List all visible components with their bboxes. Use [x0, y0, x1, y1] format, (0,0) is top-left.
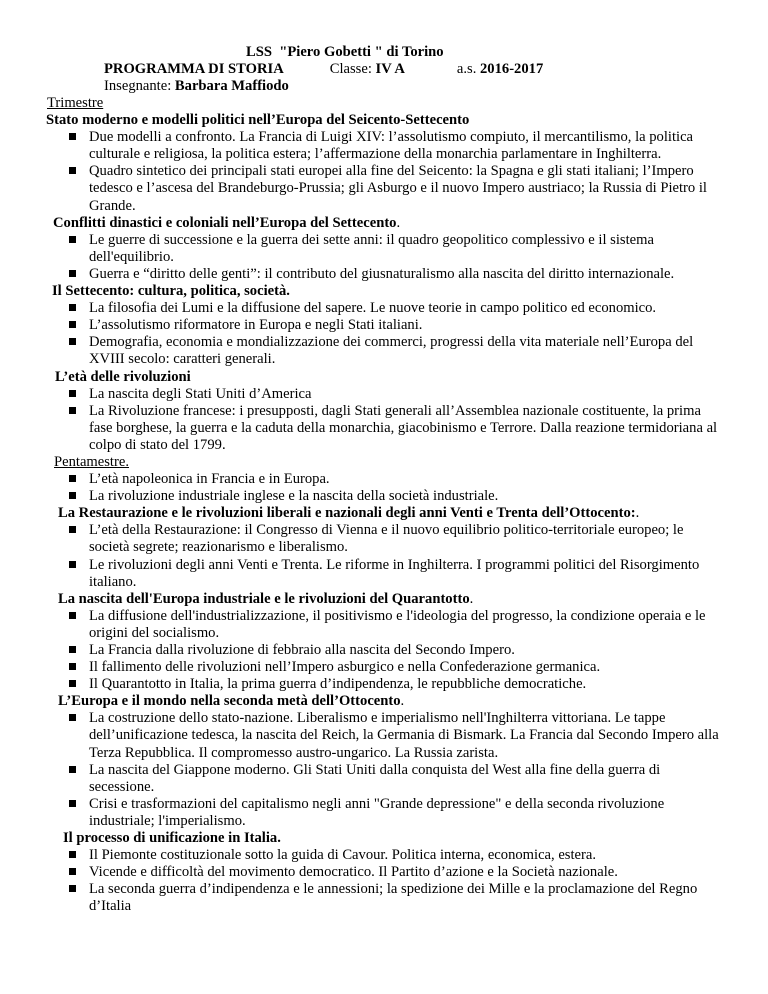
section-title: [53, 215, 768, 232]
section-title-suffix: .: [635, 505, 640, 522]
topic-text: La Francia dalla rivoluzione di febbraio alla nascita del Secondo Impero.: [89, 642, 515, 658]
list-item: [0, 557, 768, 591]
pentamestre-label: Pentamestre.: [54, 453, 129, 470]
program-title: PROGRAMMA DI STORIA: [104, 61, 284, 77]
program-section: [0, 112, 768, 215]
topic-list: [0, 847, 768, 915]
school-name: LSS "Piero Gobetti " di Torino: [246, 44, 444, 60]
square-bullet-icon: [69, 475, 76, 482]
teacher-line: [104, 78, 289, 95]
list-item: [0, 608, 768, 642]
square-bullet-icon: [69, 304, 76, 311]
list-item: [0, 334, 768, 368]
list-item: [0, 881, 768, 915]
section-title-text: L’età delle rivoluzioni: [55, 368, 191, 385]
program-section: [0, 215, 768, 283]
square-bullet-icon: [69, 800, 76, 807]
section-title: [58, 693, 768, 710]
list-item: [0, 762, 768, 796]
topic-list: [0, 129, 768, 214]
list-item: [0, 847, 768, 864]
section-title-text: La nascita dell'Europa industriale e le rivoluzioni del Quarantotto: [58, 590, 470, 607]
topic-list: [0, 608, 768, 693]
square-bullet-icon: [69, 321, 76, 328]
square-bullet-icon: [69, 270, 76, 277]
topic-list: [0, 522, 768, 590]
topic-text: L’età della Restaurazione: il Congresso di Vienna e il nuovo equilibrio politico-territoriale europeo; le società segrete; reazionarismo e liberalismo.: [89, 522, 684, 556]
square-bullet-icon: [69, 407, 76, 414]
square-bullet-icon: [69, 646, 76, 653]
section-title-text: Il Settecento: cultura, politica, società.: [52, 283, 290, 300]
section-title-text: La Restaurazione e le rivoluzioni liberali e nazionali degli anni Venti e Trenta dell’Ottocento:: [58, 505, 636, 522]
topic-list: [0, 471, 768, 505]
topic-text: Quadro sintetico dei principali stati europei alla fine del Seicento: la Spagna e gli stati italiani; l’Impero tedesco e l’ascesa del Brandeburgo-Prussia; gli Asburgo e il nuovo Impero austriaco; la Russia di Pietro il Grande.: [89, 163, 707, 214]
list-item: [0, 710, 768, 761]
section-title-suffix: .: [469, 590, 474, 607]
square-bullet-icon: [69, 612, 76, 619]
section-title-suffix: .: [396, 214, 401, 231]
list-item: [0, 386, 768, 403]
topic-text: La Rivoluzione francese: i presupposti, dagli Stati generali all’Assemblea nazionale costituente, la prima fase borghese, la guerra e la caduta della monarchia, giacobinismo e Terrore. Dalla reazione termidoriana al colpo di stato del 1799.: [89, 402, 718, 453]
program-section: [0, 471, 768, 505]
list-item: [0, 659, 768, 676]
topic-text: Due modelli a confronto. La Francia di Luigi XIV: l’assolutismo compiuto, il mercantilismo, la politica culturale e religiosa, la politica estera; l’affermazione della monarchia parlamentare in Inghilterra.: [89, 129, 694, 163]
topic-text: Demografia, economia e mondializzazione dei commerci, progressi della vita materiale nell’Europa del XVIII secolo: caratteri generali.: [89, 334, 694, 368]
section-title: [55, 369, 768, 386]
class-value: IV A: [375, 61, 405, 77]
topic-text: La nascita degli Stati Uniti d’America: [89, 385, 312, 402]
list-item: [0, 300, 768, 317]
program-section: [0, 830, 768, 915]
topic-text: Crisi e trasformazioni del capitalismo negli anni "Grande depressione" e della seconda rivoluzione industriale; l'imperialismo.: [89, 795, 665, 829]
section-title: [46, 112, 768, 129]
topic-text: La diffusione dell'industrializzazione, il positivismo e l'ideologia del progresso, la condizione operaia e le origini del socialismo.: [89, 607, 706, 641]
section-title-text: Il processo di unificazione in Italia.: [63, 830, 281, 847]
square-bullet-icon: [69, 526, 76, 533]
square-bullet-icon: [69, 133, 76, 140]
topic-text: Vicende e difficoltà del movimento democratico. Il Partito d’azione e la Società nazionale.: [89, 864, 618, 881]
topic-text: L’assolutismo riformatore in Europa e negli Stati italiani.: [89, 317, 423, 334]
trimestre-label: Trimestre: [47, 95, 104, 111]
topic-text: L’età napoleonica in Francia e in Europa.: [89, 471, 330, 488]
section-title: [58, 591, 768, 608]
topic-text: Il Quarantotto in Italia, la prima guerra d’indipendenza, le repubbliche democratiche.: [89, 676, 587, 693]
teacher-label: Insegnante:: [104, 78, 175, 94]
topic-list: [0, 386, 768, 454]
list-item: [0, 864, 768, 881]
list-item: [0, 676, 768, 693]
program-section: [0, 283, 768, 368]
square-bullet-icon: [69, 390, 76, 397]
year-value: 2016-2017: [480, 61, 544, 77]
list-item: [0, 488, 768, 505]
teacher-name: Barbara Maffiodo: [174, 78, 289, 94]
list-item: [0, 403, 768, 454]
section-title-text: Stato moderno e modelli politici nell’Europa del Seicento-Settecento: [46, 112, 470, 129]
topic-text: La seconda guerra d’indipendenza e le annessioni; la spedizione dei Mille e la proclamazione del Regno d’Italia: [89, 881, 698, 915]
square-bullet-icon: [69, 663, 76, 670]
topic-text: La costruzione dello stato-nazione. Liberalismo e imperialismo nell'Inghilterra vittoriana. Le tappe dell’unificazione tedesca, la nascita del Reich, la Germania di Bismark. La Francia dal Secondo Impero alla Terza Repubblica. Il compromesso austro-ungarico. La Russia zarista.: [89, 710, 719, 761]
topic-text: Le guerre di successione e la guerra dei sette anni: il quadro geopolitico complessivo e il sistema dell'equilibrio.: [89, 231, 654, 265]
list-item: [0, 642, 768, 659]
square-bullet-icon: [69, 236, 76, 243]
topic-text: Il fallimento delle rivoluzioni nell’Impero asburgico e nella Confederazione germanica.: [89, 659, 601, 676]
square-bullet-icon: [69, 868, 76, 875]
list-item: [0, 232, 768, 266]
class-label: Classe:: [329, 61, 376, 77]
square-bullet-icon: [69, 680, 76, 687]
list-item: [0, 317, 768, 334]
topic-text: La nascita del Giappone moderno. Gli Stati Uniti dalla conquista del West alla fine della guerra di secessione.: [89, 761, 661, 795]
program-content: [0, 95, 768, 916]
program-section: [0, 369, 768, 454]
section-title-suffix: .: [400, 693, 405, 710]
section-title-text: L’Europa e il mondo nella seconda metà dell’Ottocento: [58, 693, 401, 710]
list-item: [0, 163, 768, 214]
square-bullet-icon: [69, 492, 76, 499]
topic-text: Guerra e “diritto delle genti”: il contributo del giusnaturalismo alla nascita del diritto internazionale.: [89, 265, 675, 282]
list-item: [0, 796, 768, 830]
square-bullet-icon: [69, 766, 76, 773]
program-section: [0, 591, 768, 694]
section-title-text: Conflitti dinastici e coloniali nell’Europa del Settecento: [53, 214, 397, 231]
square-bullet-icon: [69, 338, 76, 345]
list-item: [0, 471, 768, 488]
square-bullet-icon: [69, 561, 76, 568]
program-line: [104, 61, 543, 78]
program-section: [0, 505, 768, 590]
list-item: [0, 129, 768, 163]
topic-text: Le rivoluzioni degli anni Venti e Trenta. Le riforme in Inghilterra. I programmi politici del Risorgimento italiano.: [89, 556, 700, 590]
section-title: [63, 830, 768, 847]
square-bullet-icon: [69, 851, 76, 858]
section-title: [58, 505, 768, 522]
section-title: [52, 283, 768, 300]
square-bullet-icon: [69, 885, 76, 892]
topic-text: La filosofia dei Lumi e la diffusione del sapere. Le nuove teorie in campo politico ed economico.: [89, 300, 657, 317]
year-label: a.s.: [456, 61, 480, 77]
topic-list: [0, 232, 768, 283]
square-bullet-icon: [69, 714, 76, 721]
topic-text: Il Piemonte costituzionale sotto la guida di Cavour. Politica interna, economica, estera.: [89, 847, 596, 864]
list-item: [0, 522, 768, 556]
topic-list: [0, 300, 768, 368]
list-item: [0, 266, 768, 283]
square-bullet-icon: [69, 167, 76, 174]
topic-list: [0, 710, 768, 830]
topic-text: La rivoluzione industriale inglese e la nascita della società industriale.: [89, 488, 499, 505]
program-section: [0, 693, 768, 830]
